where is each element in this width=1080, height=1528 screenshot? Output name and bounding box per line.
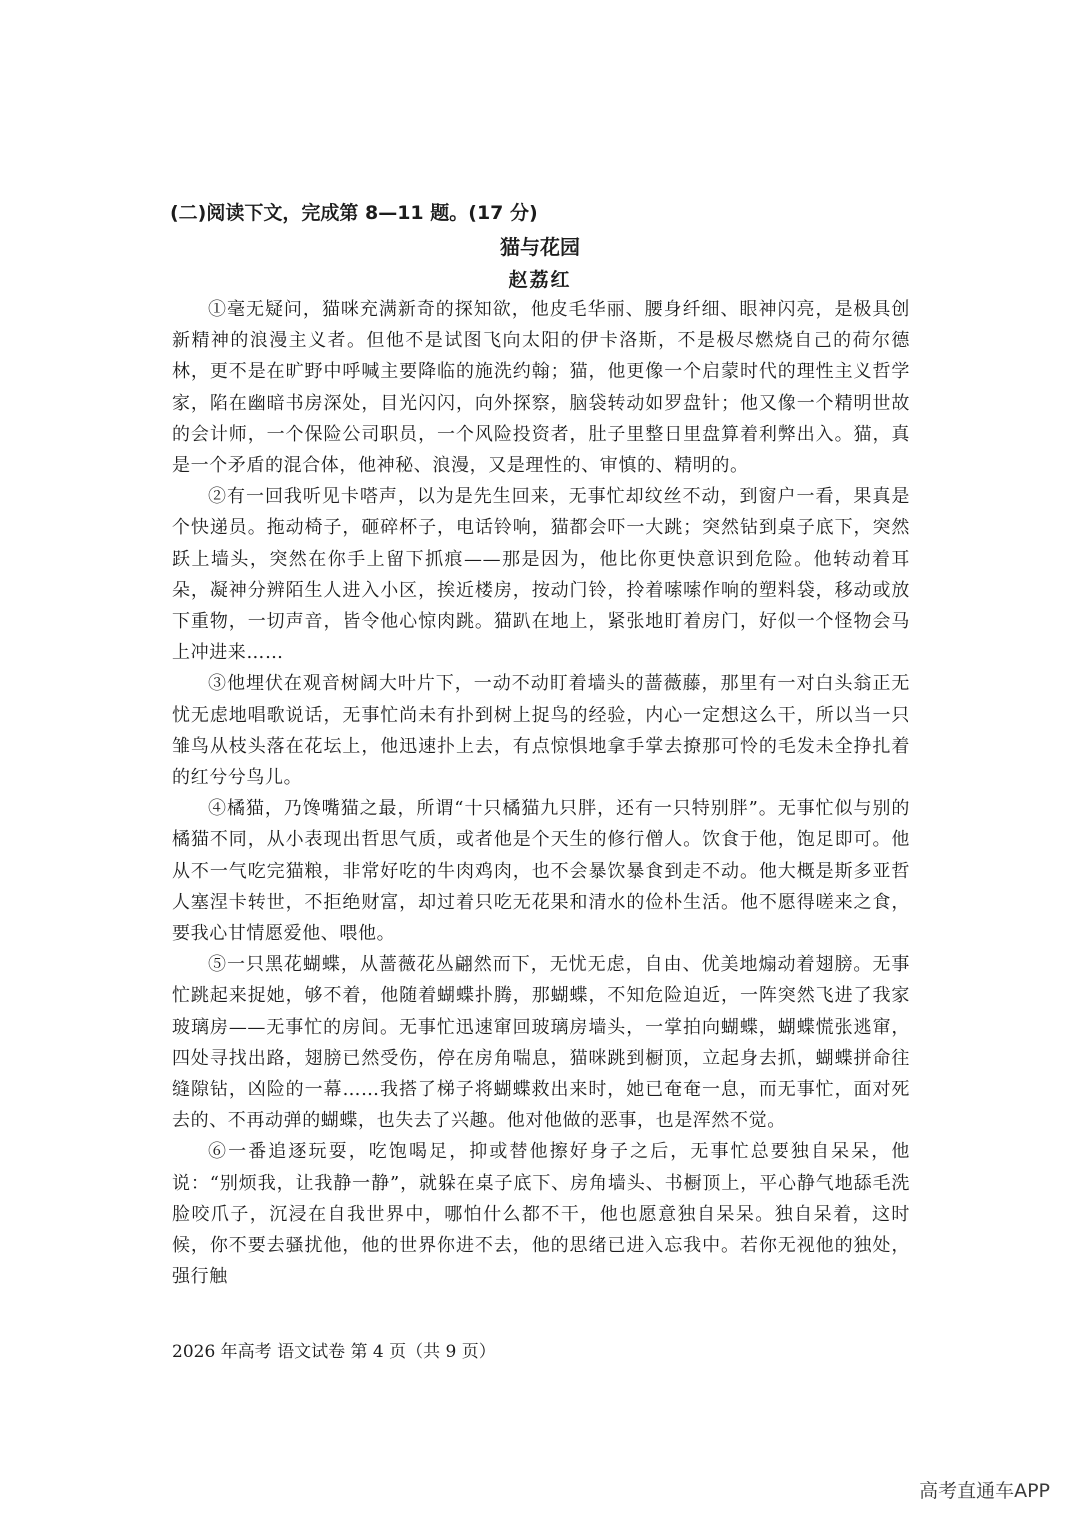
paragraph-5: ⑤一只黑花蝴蝶，从蔷薇花丛翩然而下，无忧无虑，自由、优美地煽动着翅膀。无事忙跳起来捉她，够不着，他随着蝴蝶扑腾，那蝴蝶，不知危险迫近，一阵突然飞进了我家玻璃房——无事忙的房间。无事忙迅速窜回玻璃房墙头，一掌拍向蝴蝶，蝴蝶慌张逃窜，四处寻找出路，翅膀已然受伤，停在房角喘息，猫咪跳到橱顶，立起身去抓，蝴蝶拼命往缝隙钻，凶险的一幕……我搭了梯子将蝴蝶救出来时，她已奄奄一息，而无事忙，面对死去的、不再动弹的蝴蝶，也失去了兴趣。他对他做的恶事，也是浑然不觉。: [172, 954, 910, 1132]
app-watermark: 高考直通车APP: [919, 1480, 1050, 1502]
section-heading: (二)阅读下文，完成第 8—11 题。(17 分): [170, 202, 538, 224]
paragraph-1: ①毫无疑问，猫咪充满新奇的探知欲，他皮毛华丽、腰身纤细、眼神闪亮，是极具创新精神的浪漫主义者。但他不是试图飞向太阳的伊卡洛斯，不是极尽燃烧自己的荷尔德林，更不是在旷野中呼喊主要降临的施洗约翰；猫，他更像一个启蒙时代的理性主义哲学家，陷在幽暗书房深处，目光闪闪，向外探察，脑袋转动如罗盘针；他又像一个精明世故的会计师，一个保险公司职员，一个风险投资者，肚子里整日里盘算着利弊出入。猫，真是一个矛盾的混合体，他神秘、浪漫，又是理性的、审慎的、精明的。: [172, 299, 910, 477]
paragraph-4: ④橘猫，乃馋嘴猫之最，所谓“十只橘猫九只胖，还有一只特别胖”。无事忙似与别的橘猫不同，从小表现出哲思气质，或者他是个天生的修行僧人。饮食于他，饱足即可。他从不一气吃完猫粮，非常好吃的牛肉鸡肉，也不会暴饮暴食到走不动。他大概是斯多亚哲人塞涅卡转世，不拒绝财富，却过着只吃无花果和清水的俭朴生活。他不愿得嗟来之食，要我心甘情愿爱他、喂他。: [172, 798, 910, 945]
article-body: [172, 294, 910, 1293]
article-author: 赵荔红: [508, 269, 572, 291]
paragraph-3: ③他埋伏在观音树阔大叶片下，一动不动盯着墙头的蔷薇藤，那里有一对白头翁正无忧无虑地唱歌说话，无事忙尚未有扑到树上捉鸟的经验，内心一定想这么干，所以当一只雏鸟从枝头落在花坛上，他迅速扑上去，有点惊惧地拿手掌去撩那可怜的毛发未全挣扎着的红兮兮鸟儿。: [172, 673, 910, 789]
page-footer: 2026 年高考 语文试卷 第 4 页（共 9 页）: [172, 1342, 496, 1362]
paragraph-2: ②有一回我听见卡嗒声，以为是先生回来，无事忙却纹丝不动，到窗户一看，果真是个快递员。拖动椅子，砸碎杯子，电话铃响，猫都会吓一大跳；突然钻到桌子底下，突然跃上墙头，突然在你手上留下抓痕——那是因为，他比你更快意识到危险。他转动着耳朵，凝神分辨陌生人进入小区，挨近楼房，按动门铃，拎着嗦嗦作响的塑料袋，移动或放下重物，一切声音，皆令他心惊肉跳。猫趴在地上，紧张地盯着房门，好似一个怪物会马上冲进来……: [172, 486, 910, 664]
article-title: 猫与花园: [500, 235, 580, 259]
paragraph-6: ⑥一番追逐玩耍，吃饱喝足，抑或替他擦好身子之后，无事忙总要独自呆呆，他说：“别烦我，让我静一静”，就躲在桌子底下、房角墙头、书橱顶上，平心静气地舔毛洗脸咬爪子，沉浸在自我世界中，哪怕什么都不干，他也愿意独自呆呆。独自呆着，这时候，你不要去骚扰他，他的世界你进不去，他的思绪已进入忘我中。若你无视他的独处，强行触: [172, 1141, 910, 1288]
